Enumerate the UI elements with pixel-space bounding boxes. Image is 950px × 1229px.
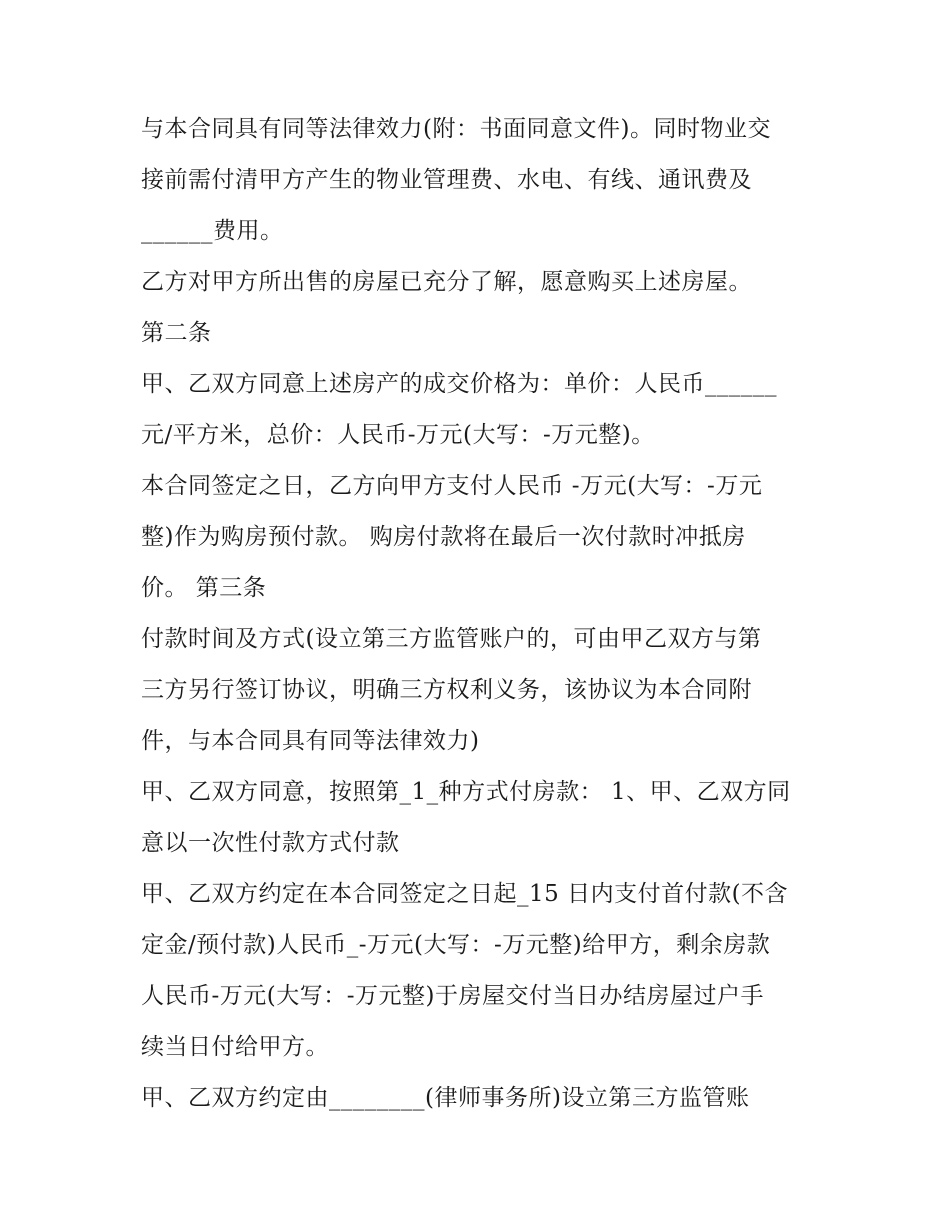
text-line: 件，与本合同具有同等法律效力): [141, 728, 480, 754]
text-line: 甲、乙双方同意，按照第_1_种方式付房款： 1、甲、乙双方同: [141, 779, 791, 805]
text-line: 整)作为购房预付款。 购房付款将在最后一次付款时冲抵房: [141, 524, 746, 550]
text-line: 甲、乙双方约定在本合同签定之日起_15 日内支付首付款(不含: [141, 881, 789, 907]
text-line: 意以一次性付款方式付款: [141, 830, 400, 856]
text-line: 续当日付给甲方。: [141, 1034, 329, 1060]
text-line: 付款时间及方式(设立第三方监管账户的，可由甲乙双方与第: [141, 626, 762, 652]
text-line: ______费用。: [141, 218, 284, 244]
text-line: 价。 第三条: [141, 575, 267, 601]
text-line: 定金/预付款)人民币_-万元(大写：-万元整)给甲方，剩余房款: [141, 932, 771, 958]
text-line: 三方另行签订协议，明确三方权利义务，该协议为本合同附: [141, 677, 752, 703]
text-line: 本合同签定之日，乙方向甲方支付人民币 -万元(大写：-万元: [141, 473, 763, 499]
text-line: 乙方对甲方所出售的房屋已充分了解，愿意购买上述房屋。: [141, 269, 752, 295]
text-line: 甲、乙双方约定由________(律师事务所)设立第三方监管账: [141, 1085, 750, 1111]
text-line: 与本合同具有同等法律效力(附：书面同意文件)。同时物业交: [141, 116, 771, 142]
article-heading: 第二条: [141, 320, 212, 346]
text-line: 甲、乙双方同意上述房产的成交价格为：单价：人民币______: [141, 371, 777, 397]
text-line: 人民币-万元(大写：-万元整)于房屋交付当日办结房屋过户手: [141, 983, 764, 1009]
contract-body-text: [141, 104, 831, 1124]
text-line: 元/平方米，总价：人民币-万元(大写：-万元整)。: [141, 422, 655, 448]
text-line: 接前需付清甲方产生的物业管理费、水电、有线、通讯费及: [141, 167, 752, 193]
